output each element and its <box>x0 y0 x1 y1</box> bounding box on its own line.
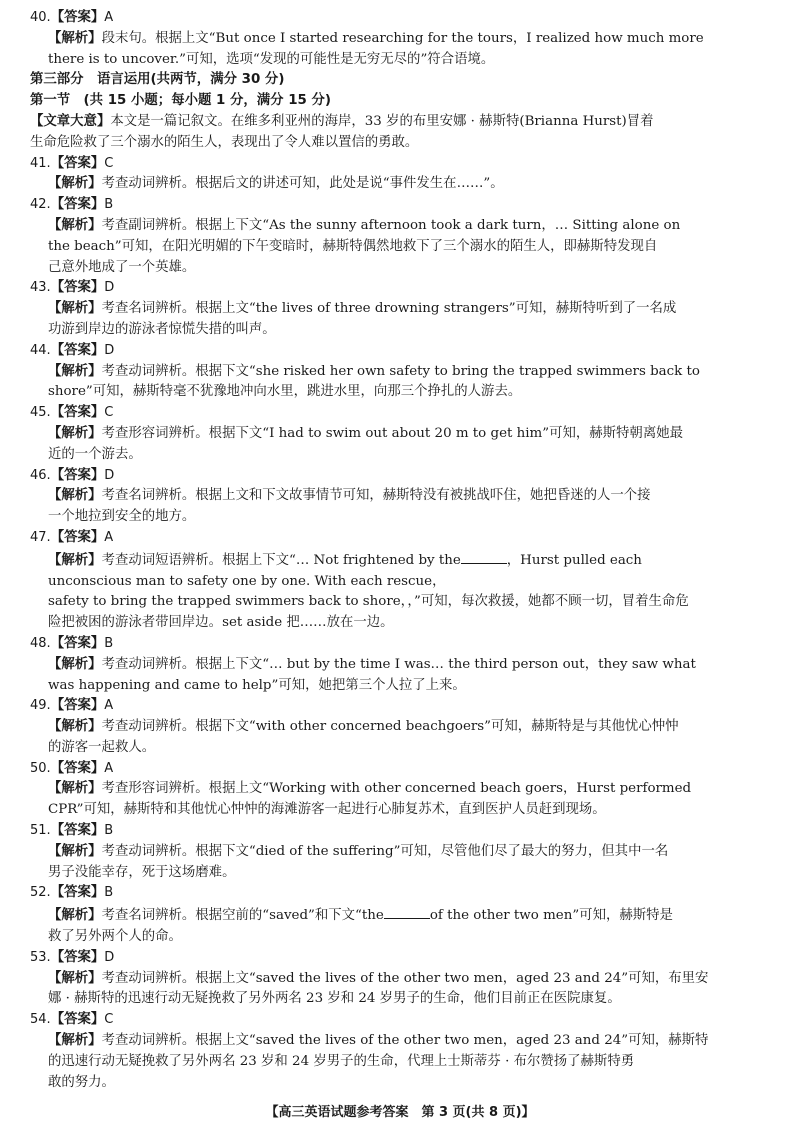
analysis-text: 考查动词辨析。根据上文“saved the lives of the other two men，aged 23 and 24”可知，赫斯特 <box>101 1033 709 1049</box>
analysis-line <box>30 1031 778 1052</box>
answer-letter: D <box>104 342 115 358</box>
analysis-tag: 【解析】 <box>48 656 102 672</box>
section-heading: 第一节 (共 15 小题；每小题 1 分，满分 15 分) <box>30 93 332 109</box>
analysis-tag: 【解析】 <box>48 719 102 735</box>
analysis-line <box>30 216 778 237</box>
question-number: 44. <box>30 342 51 358</box>
analysis-line <box>30 29 778 50</box>
answer-letter: D <box>104 467 115 483</box>
analysis-continuation: shore”可知，赫斯特毫不犹豫地冲向水里，跳进水里，向那三个挣扎的人游去。 <box>48 384 522 400</box>
analysis-tag: 【解析】 <box>48 363 102 379</box>
analysis-tag: 【解析】 <box>48 217 102 233</box>
analysis-line <box>30 655 778 676</box>
answer-line <box>30 278 778 299</box>
analysis-continuation: 救了另外两个人的命。 <box>48 929 182 945</box>
analysis-continuation: 敢的努力。 <box>48 1074 115 1090</box>
analysis-continuation: the beach”可知，在阳光明媚的下午变暗时，赫斯特偶然地救下了三个溺水的陌生人，即赫斯特发现自 <box>48 238 658 254</box>
analysis-tag: 【解析】 <box>48 1033 102 1049</box>
answer-letter: B <box>104 197 114 213</box>
answer-tag: 【答案】 <box>50 467 105 483</box>
question-number: 41. <box>30 155 51 171</box>
analysis-text: 考查副词辨析。根据上下文“As the sunny afternoon took a dark turn，… Sitting alone on <box>101 217 681 233</box>
answer-letter: C <box>104 405 114 421</box>
analysis-line <box>30 174 778 195</box>
analysis-continuation: safety to bring the trapped swimmers back to shore，，”可知，每次救援，她都不顾一切，冒着生命危 <box>48 594 689 610</box>
answer-line <box>30 759 778 780</box>
fill-in-blank <box>461 549 507 564</box>
answer-tag: 【答案】 <box>50 635 105 651</box>
answer-letter: A <box>104 10 114 25</box>
question-number: 52. <box>30 885 51 901</box>
answer-letter: D <box>104 280 115 296</box>
answer-line <box>30 883 778 904</box>
analysis-continuation: 娜 · 赫斯特的迅速行动无疑挽救了另外两名 23 岁和 24 岁男子的生命，他们目前正在医院康复。 <box>48 991 621 1007</box>
analysis-line <box>30 424 778 445</box>
question-number: 42. <box>30 197 51 213</box>
analysis-continuation: 近的一个游去。 <box>48 446 142 462</box>
analysis-line <box>30 842 778 863</box>
answer-tag: 【答案】 <box>50 698 105 714</box>
analysis-tag: 【解析】 <box>48 781 102 797</box>
analysis-text: 考查形容词辨析。根据上文“Working with other concerned beach goers，Hurst performed <box>101 781 692 797</box>
analysis-tag: 【解析】 <box>48 843 102 859</box>
answer-line <box>30 634 778 655</box>
analysis-text: 考查名词辨析。根据空前的“saved”和下文“the <box>101 908 384 924</box>
analysis-line <box>30 779 778 800</box>
analysis-continuation: there is to uncover.”可知，选项“发现的可能性是无穷无尽的”符合语境。 <box>48 51 495 67</box>
analysis-text: 考查动词辨析。根据后文的讲述可知，此处是说“事件发生在……”。 <box>101 176 504 192</box>
answer-line <box>30 466 778 487</box>
analysis-text: 段末句。根据上文“But once I started researching for the tours，I realized how much more <box>101 30 704 46</box>
question-number: 48. <box>30 635 51 651</box>
answer-letter: A <box>104 760 114 776</box>
question-number: 51. <box>30 823 51 839</box>
answer-line <box>30 528 778 549</box>
analysis-text: 考查动词辨析。根据上文“saved the lives of the other two men，aged 23 and 24”可知，布里安 <box>101 970 709 986</box>
answer-letter: B <box>104 823 114 839</box>
analysis-continuation: was happening and came to help”可知，她把第三个人拉了上来。 <box>48 677 466 693</box>
text-after-blank: ，Hurst pulled each <box>506 552 642 568</box>
answer-tag: 【答案】 <box>50 280 105 296</box>
answer-tag: 【答案】 <box>50 885 105 901</box>
answer-tag: 【答案】 <box>50 1012 105 1028</box>
answer-tag: 【答案】 <box>50 197 105 213</box>
answer-letter: C <box>104 1012 114 1028</box>
answer-line <box>30 403 778 424</box>
analysis-text: 考查动词辨析。根据下文“with other concerned beachgoers”可知，赫斯特是与其他忧心忡忡 <box>101 719 679 735</box>
question-number: 43. <box>30 280 51 296</box>
question-number: 49. <box>30 698 51 714</box>
text-after-blank: of the other two men”可知，赫斯特是 <box>429 908 673 924</box>
answer-letter: B <box>104 885 114 901</box>
analysis-line <box>30 549 778 572</box>
answer-key-page <box>30 8 778 1093</box>
analysis-text: 考查名词辨析。根据上文“the lives of three drowning strangers”可知，赫斯特听到了一名成 <box>101 301 677 317</box>
fill-in-blank <box>384 904 430 919</box>
answer-letter: C <box>104 155 114 171</box>
analysis-line <box>30 362 778 383</box>
analysis-tag: 【解析】 <box>48 425 102 441</box>
analysis-tag: 【解析】 <box>48 301 102 317</box>
analysis-continuation: 险把被困的游泳者带回岸边。set aside 把……放在一边。 <box>48 615 394 631</box>
analysis-text: 考查形容词辨析。根据下文“I had to swim out about 20 m to get him”可知，赫斯特朝离她最 <box>101 425 683 441</box>
summary-line <box>30 112 778 133</box>
answer-tag: 【答案】 <box>50 155 105 171</box>
analysis-text: 考查动词辨析。根据下文“she risked her own safety to bring the trapped swimmers back to <box>101 363 700 379</box>
answer-tag: 【答案】 <box>50 949 105 965</box>
analysis-line <box>30 299 778 320</box>
analysis-continuation: 己意外地成了一个英雄。 <box>48 259 196 275</box>
analysis-line <box>30 969 778 990</box>
answer-line <box>30 154 778 175</box>
analysis-tag: 【解析】 <box>48 970 102 986</box>
summary-tag: 【文章大意】 <box>30 113 111 129</box>
analysis-tag: 【解析】 <box>48 488 102 504</box>
answer-tag: 【答案】 <box>50 405 105 421</box>
answer-tag: 【答案】 <box>50 342 105 358</box>
answer-line <box>30 341 778 362</box>
answer-letter: B <box>104 635 114 651</box>
page-footer: 【高三英语试题参考答案 第 3 页(共 8 页)】 <box>265 1105 535 1120</box>
answer-letter: A <box>104 529 114 545</box>
question-number: 40. <box>30 10 51 25</box>
summary-continuation: 生命危险救了三个溺水的陌生人，表现出了令人难以置信的勇敢。 <box>30 134 419 150</box>
analysis-continuation: unconscious man to safety one by one. With each rescue， <box>48 573 446 589</box>
answer-tag: 【答案】 <box>50 760 105 776</box>
answer-tag: 【答案】 <box>50 529 105 545</box>
analysis-line <box>30 904 778 927</box>
summary-text: 本文是一篇记叙文。在维多利亚州的海岸，33 岁的布里安娜 · 赫斯特(Brianna Hurst)冒着 <box>110 113 654 129</box>
section-heading: 第三部分 语言运用(共两节，满分 30 分) <box>30 72 285 88</box>
analysis-tag: 【解析】 <box>48 30 102 46</box>
analysis-tag: 【解析】 <box>48 552 102 568</box>
question-number: 46. <box>30 467 51 483</box>
question-number: 45. <box>30 405 51 421</box>
question-number: 53. <box>30 949 51 965</box>
answer-line <box>30 1010 778 1031</box>
analysis-text: 考查名词辨析。根据上文和下文故事情节可知，赫斯特没有被挑战吓住，她把昏迷的人一个接 <box>101 488 651 504</box>
analysis-continuation: 的游客一起救人。 <box>48 739 156 755</box>
answer-line <box>30 8 778 29</box>
question-number: 50. <box>30 760 51 776</box>
answer-letter: D <box>104 949 115 965</box>
answer-tag: 【答案】 <box>50 823 105 839</box>
analysis-continuation: 的迅速行动无疑挽救了另外两名 23 岁和 24 岁男子的生命，代理上士斯蒂芬 · 布尔赞扬了赫斯特勇 <box>48 1053 635 1069</box>
answer-letter: A <box>104 698 114 714</box>
answer-line <box>30 821 778 842</box>
analysis-line <box>30 717 778 738</box>
analysis-continuation: CPR”可知，赫斯特和其他忧心忡忡的海滩游客一起进行心肺复苏术，直到医护人员赶到现场。 <box>48 802 606 818</box>
analysis-line <box>30 486 778 507</box>
question-number: 47. <box>30 529 51 545</box>
analysis-tag: 【解析】 <box>48 908 102 924</box>
question-number: 54. <box>30 1012 51 1028</box>
answer-line <box>30 696 778 717</box>
analysis-text: 考查动词短语辨析。根据上下文“… Not frightened by the <box>101 552 461 568</box>
analysis-continuation: 一个地拉到安全的地方。 <box>48 509 196 525</box>
analysis-continuation: 功游到岸边的游泳者惊慌失措的叫声。 <box>48 321 276 337</box>
analysis-tag: 【解析】 <box>48 176 102 192</box>
answer-tag: 【答案】 <box>50 10 105 25</box>
answer-line <box>30 195 778 216</box>
analysis-text: 考查动词辨析。根据下文“died of the suffering”可知，尽管他们尽了最大的努力，但其中一名 <box>101 843 669 859</box>
analysis-text: 考查动词辨析。根据上下文“… but by the time I was… the third person out，they saw what <box>101 656 696 672</box>
analysis-continuation: 男子没能幸存，死于这场磨难。 <box>48 864 236 880</box>
answer-line <box>30 948 778 969</box>
